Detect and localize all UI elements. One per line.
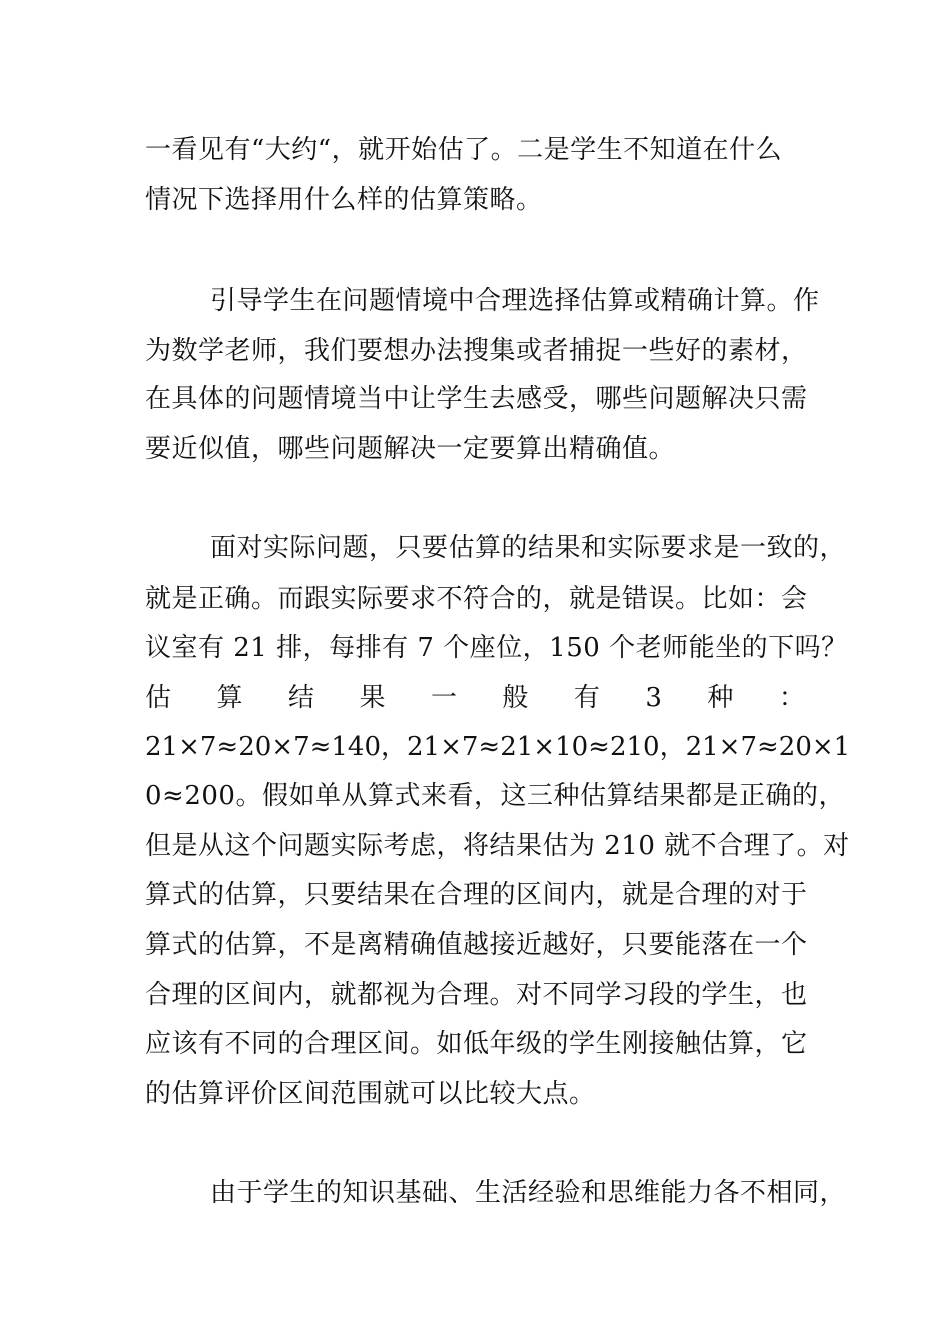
text-char: 果 — [359, 683, 386, 713]
text-line: 情况下选择用什么样的估算策略。 — [145, 185, 543, 215]
text-line: 0≈200。假如单从算式来看，这三种估算结果都是正确的， — [145, 781, 845, 811]
text-line: 但是从这个问题实际考虑，将结果估为 210 就不合理了。对 — [145, 831, 850, 861]
text-line: 算式的估算，只要结果在合理的区间内，就是合理的对于 — [145, 880, 808, 910]
text-line: 21×7≈20×7≈140，21×7≈21×10≈210，21×7≈20×1 — [145, 732, 851, 762]
text-char: 结 — [287, 683, 314, 713]
text-char: 算 — [216, 683, 243, 713]
text-char: 3 — [645, 683, 662, 713]
text-line: 一看见有“大约“，就开始估了。二是学生不知道在什么 — [145, 135, 783, 165]
text-char: 一 — [430, 683, 457, 713]
text-char: 种 — [707, 683, 734, 713]
text-char: 估 — [145, 683, 172, 713]
text-line: 为数学老师，我们要想办法搜集或者捕捉一些好的素材， — [145, 336, 808, 366]
text-line: 议室有 21 排，每排有 7 个座位，150 个老师能坐的下吗？ — [145, 633, 848, 663]
text-line: 引导学生在问题情境中合理选择估算或精确计算。作 — [210, 286, 820, 316]
text-line: 要近似值，哪些问题解决一定要算出精确值。 — [145, 434, 676, 464]
text-char: ： — [778, 683, 805, 713]
text-line: 合理的区间内，就都视为合理。对不同学习段的学生，也 — [145, 980, 808, 1010]
text-line: 由于学生的知识基础、生活经验和思维能力各不相同， — [210, 1178, 847, 1208]
text-line: 应该有不同的合理区间。如低年级的学生刚接触估算，它 — [145, 1029, 808, 1059]
text-line: 就是正确。而跟实际要求不符合的，就是错误。比如：会 — [145, 584, 808, 614]
justified-text-line — [145, 681, 805, 715]
text-char: 般 — [502, 683, 529, 713]
text-line: 在具体的问题情境当中让学生去感受，哪些问题解决只需 — [145, 384, 808, 414]
text-line: 的估算评价区间范围就可以比较大点。 — [145, 1079, 596, 1109]
text-line: 算式的估算，不是离精确值越接近越好，只要能落在一个 — [145, 930, 808, 960]
text-line: 面对实际问题，只要估算的结果和实际要求是一致的， — [210, 533, 847, 563]
text-char: 有 — [573, 683, 600, 713]
